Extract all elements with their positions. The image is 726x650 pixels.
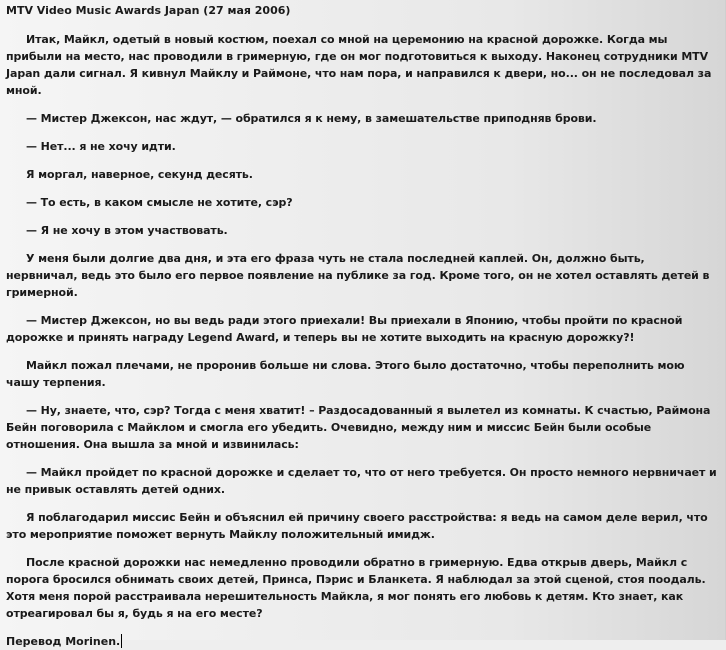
paragraph: — Мистер Джексон, но вы ведь ради этого приехали! Вы приехали в Японию, чтобы пройти по красной дорожке и принять награду Legend Award, и теперь вы не хотите выходить на красную дорожку?! (6, 314, 683, 344)
paragraph: Я моргал, наверное, секунд десять. (26, 168, 253, 181)
paragraph: — То есть, в каком смысле не хотите, сэр? (26, 196, 293, 209)
paragraph: Итак, Майкл, одетый в новый костюм, поехал со мной на церемонию на красной дорожке. Когда мы прибыли на место, нас проводили в гримерную, где он мог подготовиться к выходу. Наконец сотрудники MTV Japan дали сигнал. Я кивнул Майклу и Раймоне, что нам пора, и направился к двери, но... он не последовал за мной. (6, 33, 712, 97)
translator-credit (6, 633, 719, 650)
credit-text: Перевод Morinen. (6, 635, 121, 648)
paragraph: — Нет... я не хочу идти. (26, 140, 176, 153)
paragraph: — Я не хочу в этом участвовать. (26, 224, 228, 237)
paragraph: Майкл пожал плечами, не проронив больше ни слова. Этого было достаточно, чтобы переполнить мою чашу терпения. (6, 359, 685, 389)
paragraph: — Мистер Джексон, нас ждут, — обратился я к нему, в замешательстве приподняв брови. (26, 112, 597, 125)
paragraph: — Ну, знаете, что, сэр? Тогда с меня хватит! – Раздосадованный я вылетел из комнаты. К счастью, Раймона Бейн поговорила с Майклом и смогла его убедить. Очевидно, между ним и миссис Бейн были особые отношения. Она вышла за мной и извинилась: (6, 404, 711, 451)
paragraph: Я поблагодарил миссис Бейн и объяснил ей причину своего расстройства: я ведь на самом деле верил, что это мероприятие поможет вернуть Майклу положительный имидж. (6, 511, 708, 541)
text-cursor (121, 634, 122, 648)
paragraph: После красной дорожки нас немедленно проводили обратно в гримерную. Едва открыв дверь, Майкл с порога бросился обнимать своих детей, Принса, Пэрис и Бланкета. Я наблюдал за этой сценой, стоя поодаль. Хотя меня порой расстраивала нерешительность Майкла, я мог понять его любовь к детям. Кто знает, как отреагировал бы я, будь я на его месте? (6, 556, 706, 620)
document-title: MTV Video Music Awards Japan (27 мая 2006) (6, 4, 291, 17)
paragraph: У меня были долгие два дня, и эта его фраза чуть не стала последней каплей. Он, должно быть, нервничал, ведь это было его первое появление на публике за год. Кроме того, он не хотел оставлять детей в гримерной. (6, 252, 710, 299)
paragraph: — Майкл пройдет по красной дорожке и сделает то, что от него требуется. Он просто немного нервничает и не привык оставлять детей одних. (6, 466, 717, 496)
